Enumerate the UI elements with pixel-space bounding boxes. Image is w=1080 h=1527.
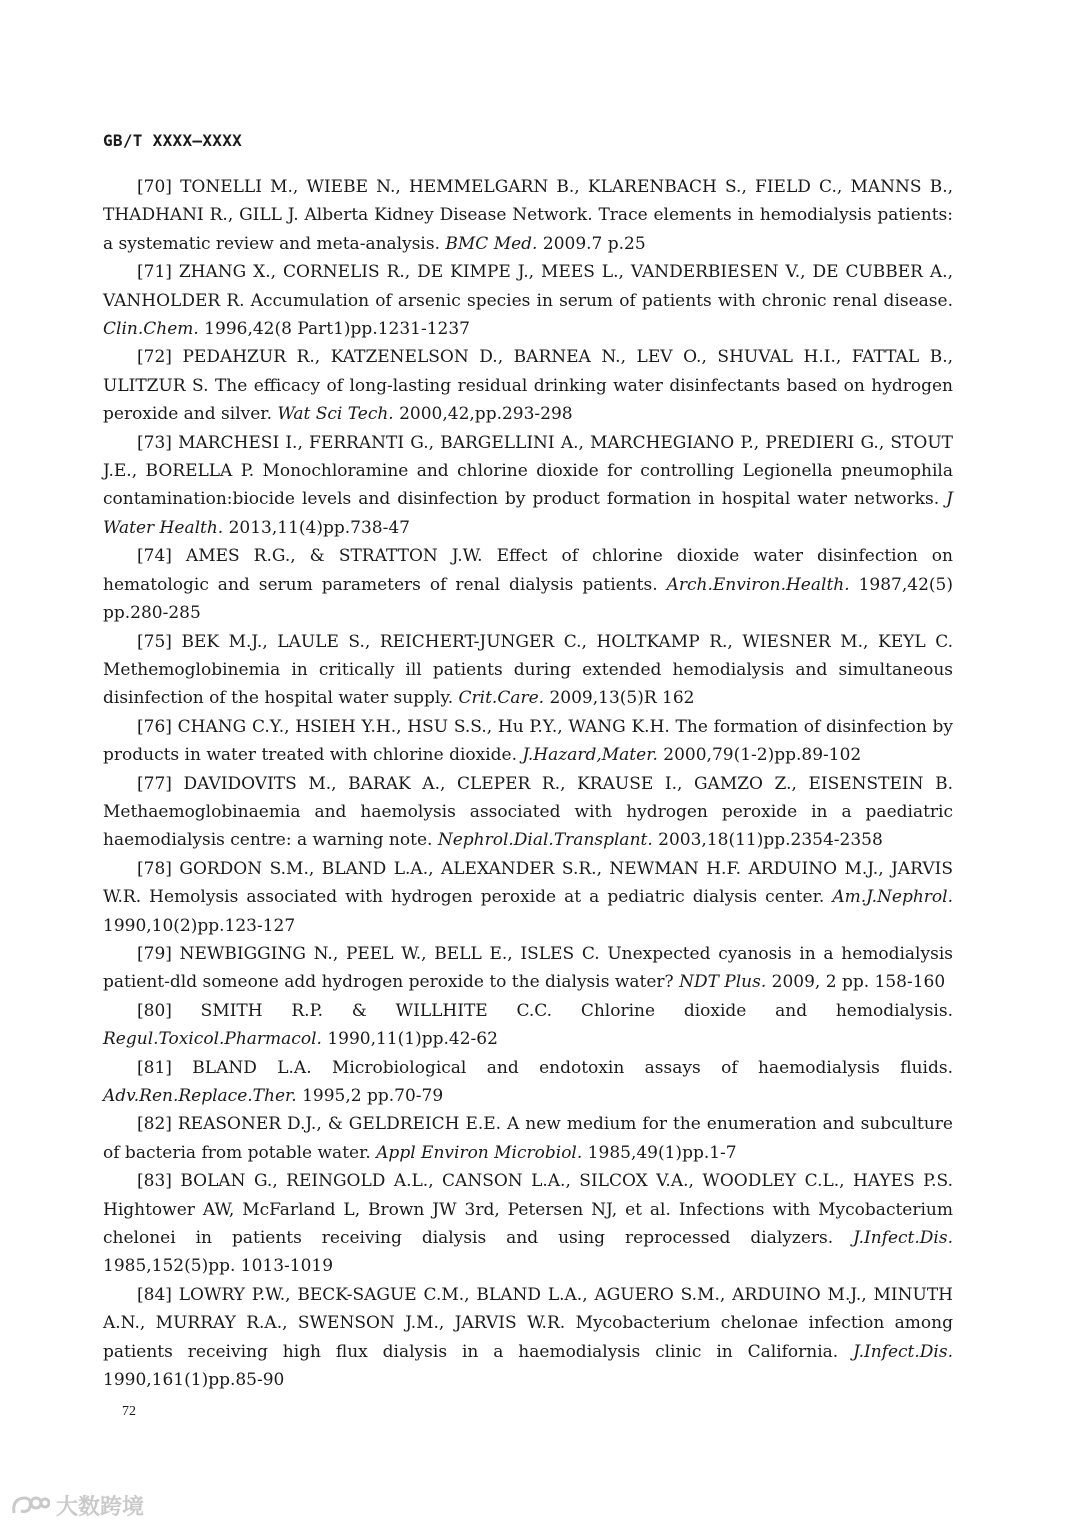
journal-name: Regul.Toxicol.Pharmacol.	[103, 1029, 322, 1050]
reference-item: [71] ZHANG X., CORNELIS R., DE KIMPE J., MEES L., VANDERBIESEN V., DE CUBBER A., VANHOLDER R. Accumulation of arsenic species in serum of patients with chronic renal disease. Clin.Chem. 1996,42(8 Part1)pp.1231-1237	[103, 262, 953, 340]
journal-name: Adv.Ren.Replace.Ther.	[103, 1086, 297, 1106]
watermark-text: 大数跨境	[56, 1495, 145, 1520]
journal-name: Wat Sci Tech.	[277, 404, 394, 425]
reference-item: [78] GORDON S.M., BLAND L.A., ALEXANDER S.R., NEWMAN H.F. ARDUINO M.J., JARVIS W.R. Hemolysis associated with hydrogen peroxide at a pediatric dialysis center. Am.J.Nephrol. 1990,10(2)pp.123-127	[103, 858, 953, 936]
watermark	[10, 1490, 144, 1521]
watermark-logo-icon	[10, 1493, 50, 1519]
reference-item: [72] PEDAHZUR R., KATZENELSON D., BARNEA N., LEV O., SHUVAL H.I., FATTAL B., ULITZUR S. The efficacy of long-lasting residual drinking water disinfectants based on hydrogen peroxide and silver. Wat Sci Tech. 2000,42,pp.293-298	[103, 347, 953, 425]
reference-item: [74] AMES R.G., & STRATTON J.W. Effect of chlorine dioxide water disinfection on hematologic and serum parameters of renal dialysis patients. Arch.Environ.Health. 1987,42(5) pp.280-285	[103, 546, 953, 624]
journal-name: J.Hazard,Mater.	[522, 745, 658, 766]
journal-name: J.Infect.Dis.	[853, 1341, 953, 1362]
reference-item: [80] SMITH R.P. & WILLHITE C.C. Chlorine dioxide and hemodialysis. Regul.Toxicol.Pharmacol. 1990,11(1)pp.42-62	[103, 1000, 953, 1050]
reference-item: [77] DAVIDOVITS M., BARAK A., CLEPER R., KRAUSE I., GAMZO Z., EISENSTEIN B. Methaemoglobinaemia and haemolysis associated with hydrogen peroxide in a paediatric haemodialysis centre: a warning note. Nephrol.Dial.Transplant. 2003,18(11)pp.2354-2358	[103, 773, 953, 851]
reference-list	[103, 173, 953, 1394]
reference-item: [79] NEWBIGGING N., PEEL W., BELL E., ISLES C. Unexpected cyanosis in a hemodialysis patient-dld someone add hydrogen peroxide to the dialysis water? NDT Plus. 2009, 2 pp. 158-160	[103, 943, 953, 993]
reference-item: [84] LOWRY P.W., BECK-SAGUE C.M., BLAND L.A., AGUERO S.M., ARDUINO M.J., MINUTH A.N., MURRAY R.A., SWENSON J.M., JARVIS W.R. Mycobacterium chelonae infection among patients receiving high flux dialysis in a haemodialysis clinic in California. J.Infect.Dis. 1990,161(1)pp.85-90	[103, 1284, 953, 1391]
reference-item: [83] BOLAN G., REINGOLD A.L., CANSON L.A., SILCOX V.A., WOODLEY C.L., HAYES P.S. Hightower AW, McFarland L, Brown JW 3rd, Petersen NJ, et al. Infections with Mycobacterium chelonei in patients receiving dialysis and using reprocessed dialyzers. J.Infect.Dis. 1985,152(5)pp. 1013-1019	[103, 1171, 953, 1277]
journal-name: J.Infect.Dis.	[853, 1228, 953, 1249]
journal-name: Appl Environ Microbiol.	[376, 1142, 583, 1163]
reference-item: [70] TONELLI M., WIEBE N., HEMMELGARN B., KLARENBACH S., FIELD C., MANNS B., THADHANI R., GILL J. Alberta Kidney Disease Network. Trace elements in hemodialysis patients: a systematic review and meta-analysis. BMC Med. 2009.7 p.25	[103, 177, 953, 254]
journal-name: Clin.Chem.	[103, 319, 199, 340]
reference-item: [81] BLAND L.A. Microbiological and endotoxin assays of haemodialysis fluids. Adv.Ren.Replace.Ther. 1995,2 pp.70-79	[103, 1057, 953, 1106]
journal-name: Am.J.Nephrol.	[832, 887, 953, 908]
page-number: 72	[122, 1404, 136, 1419]
journal-name: J Water Health.	[103, 489, 953, 538]
journal-name: BMC Med.	[445, 233, 538, 254]
journal-name: Nephrol.Dial.Transplant.	[437, 830, 653, 851]
journal-name: Arch.Environ.Health.	[666, 574, 850, 595]
journal-name: NDT Plus.	[679, 972, 767, 993]
document-code: GB/T XXXX—XXXX	[103, 131, 243, 150]
reference-item: [73] MARCHESI I., FERRANTI G., BARGELLINI A., MARCHEGIANO P., PREDIERI G., STOUT J.E., BORELLA P. Monochloramine and chlorine dioxide for controlling Legionella pneumophila contamination:biocide levels and disinfection by product formation in hospital water networks. J Water Health. 2013,11(4)pp.738-47	[103, 432, 953, 538]
reference-item: [76] CHANG C.Y., HSIEH Y.H., HSU S.S., Hu P.Y., WANG K.H. The formation of disinfection by products in water treated with chlorine dioxide. J.Hazard,Mater. 2000,79(1-2)pp.89-102	[103, 716, 953, 766]
reference-item: [75] BEK M.J., LAULE S., REICHERT-JUNGER C., HOLTKAMP R., WIESNER M., KEYL C. Methemoglobinemia in critically ill patients during extended hemodialysis and simultaneous disinfection of the hospital water supply. Crit.Care. 2009,13(5)R 162	[103, 631, 953, 709]
reference-item: [82] REASONER D.J., & GELDREICH E.E. A new medium for the enumeration and subculture of bacteria from potable water. Appl Environ Microbiol. 1985,49(1)pp.1-7	[103, 1114, 953, 1163]
journal-name: Crit.Care.	[458, 688, 545, 709]
